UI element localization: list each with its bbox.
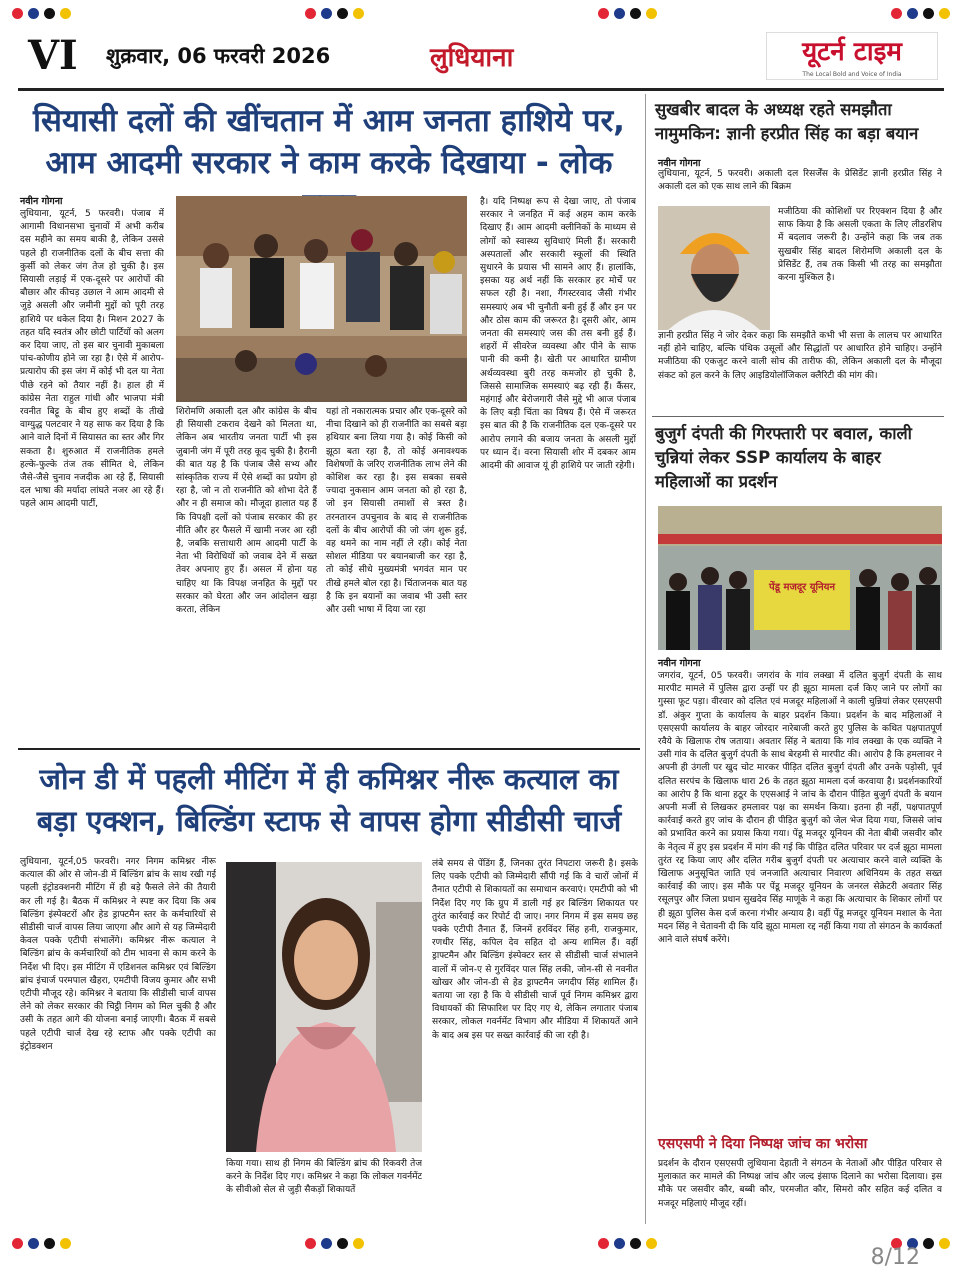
story1-column-1: लुधियाना, यूटर्न, 5 फरवरी। पंजाब में आगामी विधानसभा चुनावों में अभी करीब दस महीने का समय बाकी है, लेकिन उससे पहले ही राजनीतिक दलों के बीच सत्ता की कुर्सी को लेकर जंग तेज हो चुकी है। इस सियासी लड़ाई में एक-दूसरे पर आरोपों की बौछार और कीचड़ उछाल ने आम आदमी से जुड़े असली और जमीनी मुद्दों को पूरी तरह हाशिये पर धकेल दिया है। मिशन 2027 के तहत यदि स्वतंत्र और छोटी पार्टियों को अलग कर दिया जाए, तो इस बार चुनावी मुकाबला पांच-कोणीय होने जा रहा है। ऐसे में आरोप-प्रत्यारोप की इस जंग में कोई भी दल या नेता पीछे रहने को तैयार नहीं है। हाल ही में कांग्रेस नेता राहुल गांधी और भाजपा मंत्री रवनीत बिट्टू के बीच हुए शब्दों के तीखे वाग्युद्ध पलटवार ने यह साफ कर दिया है कि आने वाले दिनों में सियासत का स्तर और गिर सकता है। शुरुआत में राजनीतिक हमले हल्के-फुल्के तंज तक सीमित थे, लेकिन जैसे-जैसे चुनाव नजदीक आ रहे हैं, सियासी दल भाषा की मर्यादा लांघते नजर आ रहे हैं। पहले आम आदमी पार्टी, (20, 209, 164, 510)
masthead (18, 28, 944, 86)
story4-headline-line2: चुन्नियां लेकर SSP कार्यालय के बाहर (655, 448, 881, 467)
story3-lead: लुधियाना, यूटर्न, 5 फरवरी। अकाली दल रिसर्जेंस के प्रेसिडेंट ज्ञानी हरप्रीत सिंह ने अकाली दल को एक साथ लाने की बिक्रम (658, 169, 942, 193)
registration-dot (646, 8, 657, 19)
registration-dot (321, 8, 332, 19)
registration-dot (28, 8, 39, 19)
registration-dot (353, 1238, 364, 1249)
registration-dot (12, 8, 23, 19)
column-divider (645, 94, 646, 1224)
story3-body: ज्ञानी हरप्रीत सिंह ने जोर देकर कहा कि समझौते कभी भी सत्ता के लालच पर आधारित नहीं होने चाहिए, बल्कि पंथिक उसूलों और सिद्धांतों पर आधारित होने चाहिए। उन्होंने मजीठिया की एकजुट करने वाली सोच की तारीफ की, लेकिन अकाली दल के मौजूदा संकट को हल करने के लिए आइडियोलॉजिकल क्लैरिटी की मांग की। (658, 331, 942, 381)
registration-dot (337, 1238, 348, 1249)
commissioner-portrait (226, 862, 422, 1152)
story1-column-2: शिरोमणि अकाली दल और कांग्रेस के बीच ही सियासी टकराव देखने को मिलता था, लेकिन अब भारतीय जनता पार्टी भी इस जुबानी जंग में पूरी तरह कूद चुकी है। हैरानी की बात यह है कि पंजाब जैसे सभ्य और सांस्कृतिक राज्य में ऐसे शब्दों का प्रयोग हो रहा है, जो न तो राजनीति को शोभा देते हैं और न ही समाज को। मौजूदा हालात यह हैं कि विपक्षी दलों को पंजाब सरकार की हर नीति और हर फैसले में खामी नजर आ रही है, जबकि सत्ताधारी आम आदमी पार्टी के नेता भी विरोधियों को जवाब देने में सख्त तेवर अपनाए हुए हैं। असल में होना यह चाहिए था कि विपक्ष जनहित के मुद्दों पर सरकार को घेरता और जन आंदोलन खड़ा करता, लेकिन (176, 407, 317, 616)
registration-dot (939, 8, 950, 19)
newspaper-logo (766, 32, 938, 80)
story1-column-4: है। यदि निष्पक्ष रूप से देखा जाए, तो पंजाब सरकार ने जनहित में कई अहम काम करके दिखाए हैं। आम आदमी क्लीनिकों के माध्यम से लोगों को स्वास्थ्य सुविधाएं मिली हैं। सरकारी अस्पतालों और सरकारी स्कूलों की स्थिति सुधारने के प्रयास भी सामने आए हैं। हालांकि, इसका यह अर्थ नहीं कि सरकार हर मोर्चे पर सफल रही है। नशा, गैंगस्टरवाद जैसी गंभीर समस्याएं अब भी चुनौती बनी हुई हैं और इन पर और ठोस काम की जरूरत है। दूसरी ओर, आम जनता की समस्याएं जस की तस बनी हुई हैं। शहरों में सीवरेज व्यवस्था और पीने के साफ पानी की कमी है। खेती पर आधारित ग्रामीण अर्थव्यवस्था बुरी तरह कमजोर हो चुकी है, जिससे सामाजिक समस्याएं बढ़ रही हैं। कैंसर, महंगाई और बेरोजगारी जैसे मुद्दे भी आज पंजाब के लिए बड़ी चिंता का विषय हैं। ऐसे में जरूरत इस बात की है कि राजनीतिक दल एक-दूसरे पर आरोप लगाने की बजाय जनता के असली मुद्दों पर ध्यान दें। वरना सियासी शोर में दबकर आम आदमी की आवाज यूं ही हाशिये पर जाती रहेगी। (480, 197, 636, 472)
story2-headline-line1: जोन डी में पहली मीटिंग में ही कमिश्नर नीरू कत्याल का (39, 762, 619, 796)
page-indicator[interactable]: 8/12 (870, 1245, 920, 1270)
story1-headline-line1: सियासी दलों की खींचतान में आम जनता हाशिये पर, (33, 103, 625, 139)
page-number: VI (28, 32, 78, 79)
masthead-rule (18, 88, 944, 91)
banner-text: पेंडू मजदूर यूनियन (768, 582, 836, 593)
story4-headline-line3: महिलाओं का प्रदर्शन (655, 472, 778, 491)
story3-headline-line1: सुखबीर बादल के अध्यक्ष रहते समझौता (655, 100, 892, 119)
story3-byline: नवीन गोगना (658, 158, 701, 169)
registration-dot (28, 1238, 39, 1249)
story2-column-3: लंबे समय से पेंडिंग हैं, जिनका तुरंत निपटारा जरूरी है। इसके लिए पक्के एटीपी को जिम्मेदारी सौंपी गई कि वे चारों जोनों में तैनात एटीपी से शिकायतों का समाधान करवाएं। एमटीपी को भी निर्देश दिए गए कि ग्रुप में डाली गई हर बिल्डिंग शिकायत पर तुरंत कार्रवाई कर रिपोर्ट दी जाए। नगर निगम में इस समय छह पक्के एटीपी तैनात हैं, जिनमें हरविंदर सिंह हनी, राजकुमार, रणधीर सिंह, कपिल देव सहित दो अन्य शामिल हैं। वहीं ड्राफ्टमैन और बिल्डिंग इंस्पेक्टर स्तर से सीडीसी चार्ज संभालने वालों में जोन-ए से गुरविंदर पाल सिंह लकी, जोन-सी से नवनीत खोखर और जोन-डी से हेड ड्राफ्टमैन जगदीप सिंह शामिल हैं। बताया जा रहा है कि ये सीडीसी चार्ज पूर्व निगम कमिश्नर द्वारा विधायकों की सिफारिश पर दिए गए थे, लेकिन लगातार पंजाब सरकार, लोकल गवर्नमेंट विभाग और मीडिया में शिकायतें आने के बाद अब इस पर सख्त कार्रवाई की जा रही है। (432, 859, 638, 1041)
story1-photo (176, 196, 467, 402)
story4-headline-line1: बुजुर्ग दंपती की गिरफ्तारी पर बवाल, काली (655, 424, 912, 443)
registration-dot (353, 8, 364, 19)
registration-dot (337, 8, 348, 19)
registration-dot (12, 1238, 23, 1249)
logo-text: यूटर्न टाइम (802, 37, 902, 67)
story4-subhead: एसएसपी ने दिया निष्पक्ष जांच का भरोसा (658, 1136, 868, 1152)
registration-dot (60, 8, 71, 19)
story-divider (652, 416, 944, 417)
story1-column-3: यहां तो नकारात्मक प्रचार और एक-दूसरे को नीचा दिखाने को ही राजनीति का सबसे बड़ा हथियार बना लिया गया है। कोई किसी को झूठा बता रहा है, तो कोई अनावश्यक विशेषणों के जरिए राजनीतिक लाभ लेने की कोशिश कर रहा है। इस सबका सबसे ज्यादा नुकसान आम जनता को हो रहा है, जो इन सियासी तमाशों से त्रस्त है। तरनतारन उपचुनाव के बाद से राजनीतिक दलों के बीच आरोपों की जो जंग शुरू हुई, वह थमने का नाम नहीं ले रही। कोई नेता सोशल मीडिया पर बयानबाजी कर रहा है, तो कोई सीधे मुख्यमंत्री भगवंत मान पर तीखे हमले बोल रहा है। चिंताजनक बात यह है कि इन बयानों का जवाब भी उसी स्तर और उसी भाषा में दिया जा रहा (326, 407, 467, 616)
registration-dot (630, 8, 641, 19)
story4-photo (658, 506, 942, 650)
registration-dot (305, 1238, 316, 1249)
registration-dot (907, 8, 918, 19)
story4-byline: नवीन गोगना (658, 658, 701, 669)
registration-dot (923, 1238, 934, 1249)
story1-byline: नवीन गोगना (20, 196, 63, 207)
story3-wrap: मजीठिया की कोशिशों पर रिएक्शन दिया है और साफ किया है कि असली एकता के लिए लीडरशिप में बदलाव जरूरी है। उन्होंने कहा कि जब तक सुखबीर सिंह बादल शिरोमणि अकाली दल के प्रेसिडेंट हैं, तब तक किसी भी तरह का समझौता करना मुश्किल है। (778, 207, 942, 284)
registration-dot (614, 1238, 625, 1249)
registration-dot (939, 1238, 950, 1249)
story4-body: जगरांव, यूटर्न, 05 फरवरी। जगरांव के गांव लक्खा में दलित बुजुर्ग दंपती के साथ मारपीट मामले में पुलिस द्वारा उन्हीं पर ही झूठा मामला दर्ज किए जाने पर लोगों का गुस्सा फूट पड़ा। वीरवार को दलित एवं मजदूर महिलाओं ने काली चुन्नियां लेकर एसएसपी डॉ. अंकुर गुप्ता के कार्यालय के बाहर प्रदर्शन किया। प्रदर्शन के बाद महिलाओं ने एसएसपी कार्यालय के बाहर जोरदार नारेबाजी करते हुए पुलिस के कथित पक्षपातपूर्ण रवैये के खिलाफ रोष जताया। अवतार सिंह ने बताया कि गांव लक्खा के एक व्यक्ति ने उसी गांव के दलित बुजुर्ग दंपती के साथ बेरहमी से मारपीट की। आरोप है कि हमलावर ने अपनी ही उंगली पर खुद चोट मारकर पीड़ित दलित बुजुर्ग दंपती और उनके पड़ोसी, पूर्व दलित सरपंच के खिलाफ धारा 26 के तहत झूठा मामला दर्ज करवाया है। प्रदर्शनकारियों का आरोप है कि थाना हठूर के एएसआई ने जांच के दौरान पीड़ित बुजुर्ग दंपती के बयान अपनी मर्जी से लिखकर हमलावर पक्ष का समर्थन किया। इतना ही नहीं, पक्षपातपूर्ण कार्रवाई करते हुए जांच के दौरान ही पीड़ित बुजुर्ग को जेल भेज दिया गया, जिससे जांच को प्रभावित करने का प्रयास किया गया। पेंडू मजदूर यूनियन की नेता बीबी जसवीर कौर के नेतृत्व में हुए इस प्रदर्शन में मांग की गई कि पीड़ित दलित परिवार पर दर्ज झूठा मामला तुरंत रद्द किया जाए और दलित गरीब बुजुर्ग दंपती पर अत्याचार करने वाले व्यक्ति के खिलाफ अनुसूचित जाति एवं जनजाति अत्याचार निवारण अधिनियम के तहत सख्त कार्रवाई की जाए। इस मौके पर पेंडू मजदूर यूनियन के जनरल सेक्रेटरी अवतार सिंह रसूलपुर और जिला प्रधान सुखदेव सिंह माणूंके ने कहा कि अत्याचार के शिकार लोगों पर ही झूठा पुलिस केस दर्ज करना गंभीर अन्याय है। वहीं पेंडू मजदूर यूनियन मशाल के नेता मदन सिंह ने चेतावनी दी कि यदि झूठा मामला रद्द नहीं किया गया तो संगठन के कार्यकर्ता आने वाले संघर्ष करेंगे। (658, 671, 942, 946)
issue-date: शुक्रवार, 06 फरवरी 2026 (106, 44, 331, 68)
registration-dot (614, 8, 625, 19)
registration-dot (598, 1238, 609, 1249)
registration-dot (891, 8, 902, 19)
registration-dot (60, 1238, 71, 1249)
story1-headline-line2: आम आदमी सरकार ने काम करके दिखाया - लोक (45, 145, 613, 181)
story2-column-2: किया गया। साथ ही निगम की बिल्डिंग ब्रांच की रिकवरी तेज करने के निर्देश दिए गए। कमिश्नर ने कहा कि लोकल गवर्नमेंट के सीवीओ सेल से जुड़ी सैकड़ों शिकायतें (226, 1159, 422, 1196)
section-city: लुधियाना (430, 43, 514, 73)
registration-dot (44, 1238, 55, 1249)
story2-photo (226, 862, 422, 1152)
registration-dot (923, 8, 934, 19)
story2-headline (18, 758, 640, 842)
registration-dot (305, 8, 316, 19)
registration-dot (598, 8, 609, 19)
politicians-group-image (176, 196, 467, 402)
story2-column-1: लुधियाना, यूटर्न,05 फरवरी। नगर निगम कमिश्नर नीरू कत्याल की ओर से जोन-डी में बिल्डिंग ब्रांच के साथ रखी गई पहली इंट्रोडक्शनरी मीटिंग में ही बड़े फैसले लेने की तैयारी कर ली गई है। बैठक में कमिश्नर ने स्पष्ट कर दिया कि अब बिल्डिंग इंस्पेक्टरों और हेड ड्राफ्टमैन स्तर के कर्मचारियों से सीडीसी चार्ज वापस लिया जाएगा और आगे से यह जिम्मेदारी केवल पक्के एटीपी संभालेंगे। कमिश्नर नीरू कत्याल ने बिल्डिंग ब्रांच के कर्मचारियों को टीम भावना से काम करने के निर्देश भी दिए। इस मीटिंग में एडिशनल कमिश्नर एवं बिल्डिंग ब्रांच इंचार्ज परमपाल खैहरा, एमटीपी विजय कुमार और सभी एटीपी मौजूद रहे। कमिश्नर ने बताया कि सीडीसी चार्ज वापस लेने को लेकर सरकार की चिट्ठी निगम को मिल चुकी है और उसी के तहत आगे की योजना बनाई जाएगी। बैठक में सबसे पहले एटीपी चार्ज देख रहे स्टाफ और पक्के एटीपी का इंट्रोडक्शन (20, 857, 216, 1052)
protest-image (658, 506, 942, 650)
registration-dot (646, 1238, 657, 1249)
color-registration-top (12, 8, 950, 20)
story2-headline-line2: बड़ा एक्शन, बिल्डिंग स्टाफ से वापस होगा सीडीसी चार्ज (36, 804, 622, 838)
story3-headline-line2: नामुमकिन: ज्ञानी हरप्रीत सिंह का बड़ा बयान (655, 124, 919, 143)
color-registration-bottom (12, 1238, 950, 1250)
giani-harpreet-singh-portrait (658, 206, 770, 330)
story3-photo (658, 206, 770, 330)
story-divider (18, 748, 640, 750)
story3-headline (655, 98, 945, 146)
logo-tagline: The Local Bold and Voice of India (802, 71, 902, 78)
registration-dot (44, 8, 55, 19)
story4-headline (655, 422, 945, 494)
registration-dot (630, 1238, 641, 1249)
registration-dot (321, 1238, 332, 1249)
story4-sub-body: प्रदर्शन के दौरान एसएसपी लुधियाना देहाती ने संगठन के नेताओं और पीड़ित परिवार से मुलाकात कर मामले की निष्पक्ष जांच और जल्द इंसाफ दिलाने का भरोसा दिलाया। इस मौके पर जसवीर कौर, बब्बी कौर, परमजीत कौर, सिमरो कौर सहित कई दलित व मजदूर महिलाएं मौजूद रहीं। (658, 1159, 942, 1209)
